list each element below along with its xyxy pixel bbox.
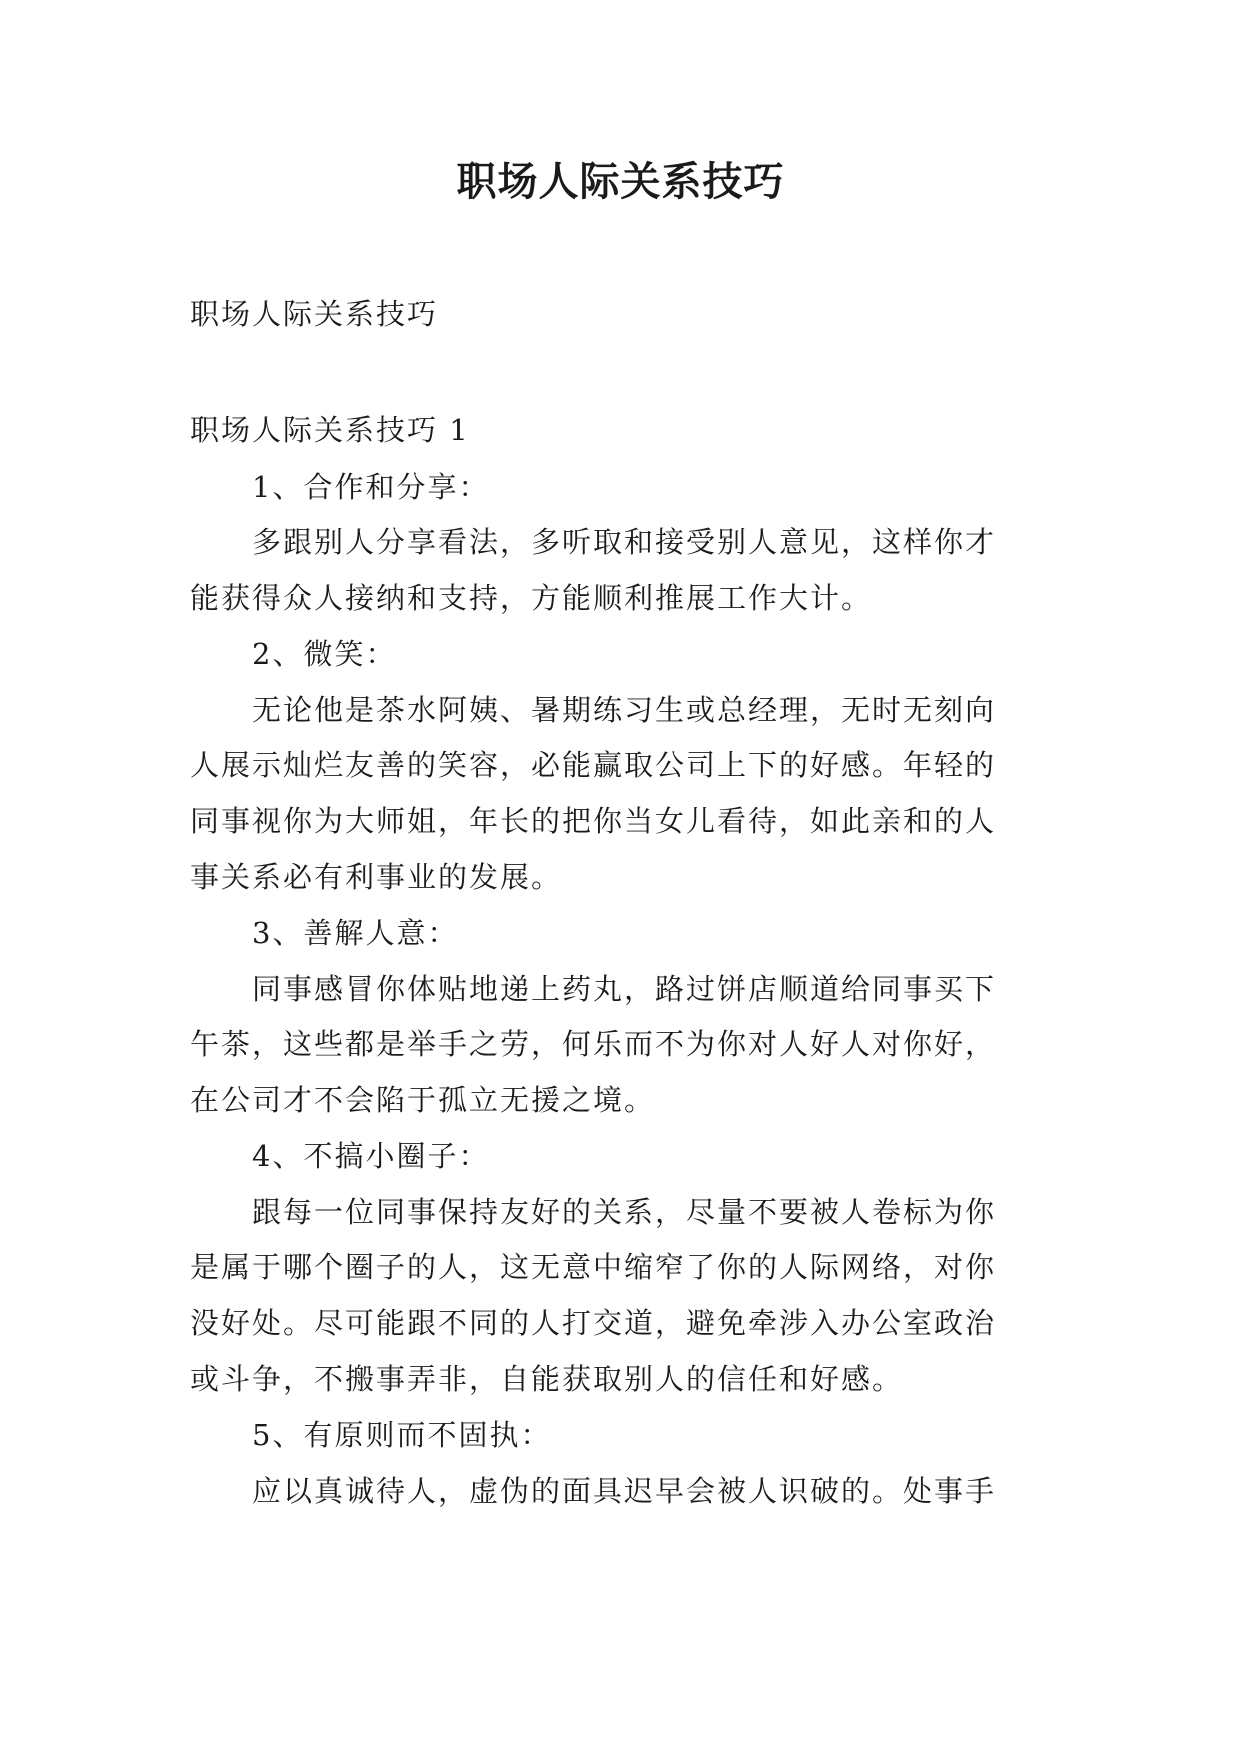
list-heading: 3、善解人意：: [252, 916, 459, 950]
paragraph-line: 无论他是茶水阿姨、暑期练习生或总经理，无时无刻向: [252, 693, 997, 727]
paragraph-line: 午茶，这些都是举手之劳，何乐而不为你对人好人对你好，: [190, 1027, 997, 1061]
paragraph-line: 或斗争，不搬事弄非，自能获取别人的信任和好感。: [190, 1362, 904, 1396]
document-subtitle: 职场人际关系技巧: [190, 297, 439, 331]
document-title: 职场人际关系技巧: [456, 158, 785, 205]
paragraph-line: 事关系必有利事业的发展。: [190, 860, 563, 894]
list-heading: 1、合作和分享：: [252, 470, 490, 504]
paragraph-line: 人展示灿烂友善的笑容，必能赢取公司上下的好感。年轻的: [190, 748, 997, 782]
paragraph-line: 能获得众人接纳和支持，方能顺利推展工作大计。: [190, 581, 873, 615]
list-heading: 2、微笑：: [252, 637, 397, 671]
paragraph-line: 在公司才不会陷于孤立无援之境。: [190, 1083, 656, 1117]
section-heading: 职场人际关系技巧 1: [190, 413, 470, 447]
paragraph-line: 同事感冒你体贴地递上药丸，路过饼店顺道给同事买下: [252, 972, 997, 1006]
paragraph-line: 应以真诚待人，虚伪的面具迟早会被人识破的。处事手: [252, 1474, 997, 1508]
paragraph-line: 没好处。尽可能跟不同的人打交道，避免牵涉入办公室政治: [190, 1306, 997, 1340]
paragraph-line: 多跟别人分享看法，多听取和接受别人意见，这样你才: [252, 525, 997, 559]
list-heading: 5、有原则而不固执：: [252, 1418, 552, 1452]
paragraph-line: 跟每一位同事保持友好的关系，尽量不要被人卷标为你: [252, 1195, 997, 1229]
paragraph-line: 同事视你为大师姐，年长的把你当女儿看待，如此亲和的人: [190, 804, 997, 838]
paragraph-line: 是属于哪个圈子的人，这无意中缩窄了你的人际网络，对你: [190, 1250, 997, 1284]
list-heading: 4、不搞小圈子：: [252, 1139, 490, 1173]
